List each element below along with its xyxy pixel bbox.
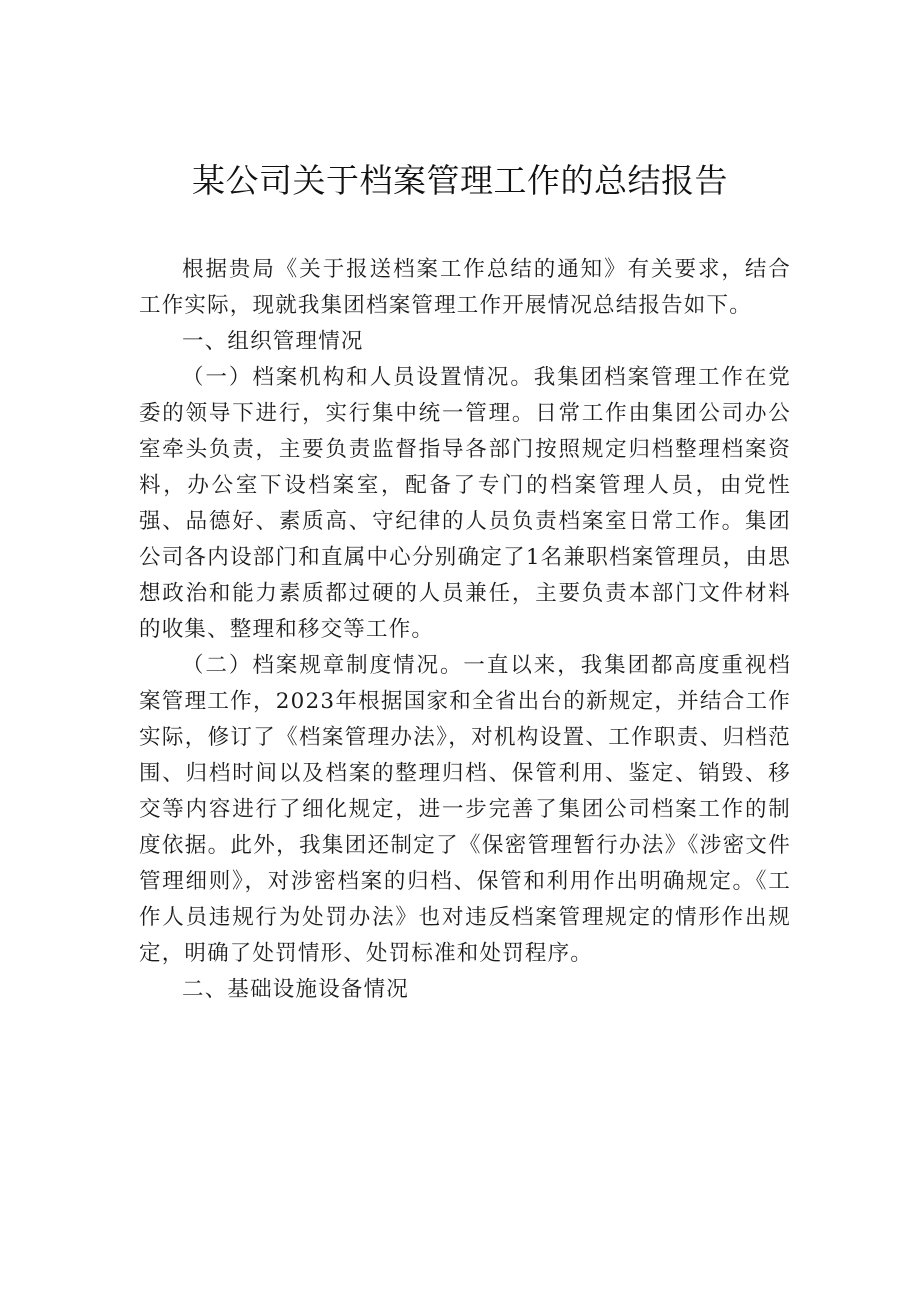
section-heading-infrastructure: 二、基础设施设备情况 bbox=[182, 977, 410, 1002]
document-title: 某公司关于档案管理工作的总结报告 bbox=[192, 161, 728, 200]
paragraph-archive-regulations: （二）档案规章制度情况。一直以来，我集团都高度重视档案管理工作，2023年根据国家和全省出台的新规定，并结合工作实际，修订了《档案管理办法》，对机构设置、工作职责、归档范围、归档时间以及档案的整理归档、保管利用、鉴定、销毁、移交等内容进行了细化规定，进一步完善了集团公司档案工作的制度依据。此外，我集团还制定了《保密管理暂行办法》《涉密文件管理细则》，对涉密档案的归档、保管和利用作出明确规定。《工作人员违规行为处罚办法》也对违反档案管理规定的情形作出规定，明确了处罚情形、处罚标准和处罚程序。 bbox=[139, 653, 791, 966]
section-heading-organization: 一、组织管理情况 bbox=[182, 329, 364, 354]
intro-paragraph: 根据贵局《关于报送档案工作总结的通知》有关要求，结合工作实际，现就我集团档案管理工作开展情况总结报告如下。 bbox=[139, 257, 791, 318]
paragraph-archive-staffing: （一）档案机构和人员设置情况。我集团档案管理工作在党委的领导下进行，实行集中统一管理。日常工作由集团公司办公室牵头负责，主要负责监督指导各部门按照规定归档整理档案资料，办公室下设档案室，配备了专门的档案管理人员，由党性强、品德好、素质高、守纪律的人员负责档案室日常工作。集团公司各内设部门和直属中心分别确定了1名兼职档案管理员，由思想政治和能力素质都过硬的人员兼任，主要负责本部门文件材料的收集、整理和移交等工作。 bbox=[139, 365, 791, 642]
document-body bbox=[139, 252, 791, 1008]
